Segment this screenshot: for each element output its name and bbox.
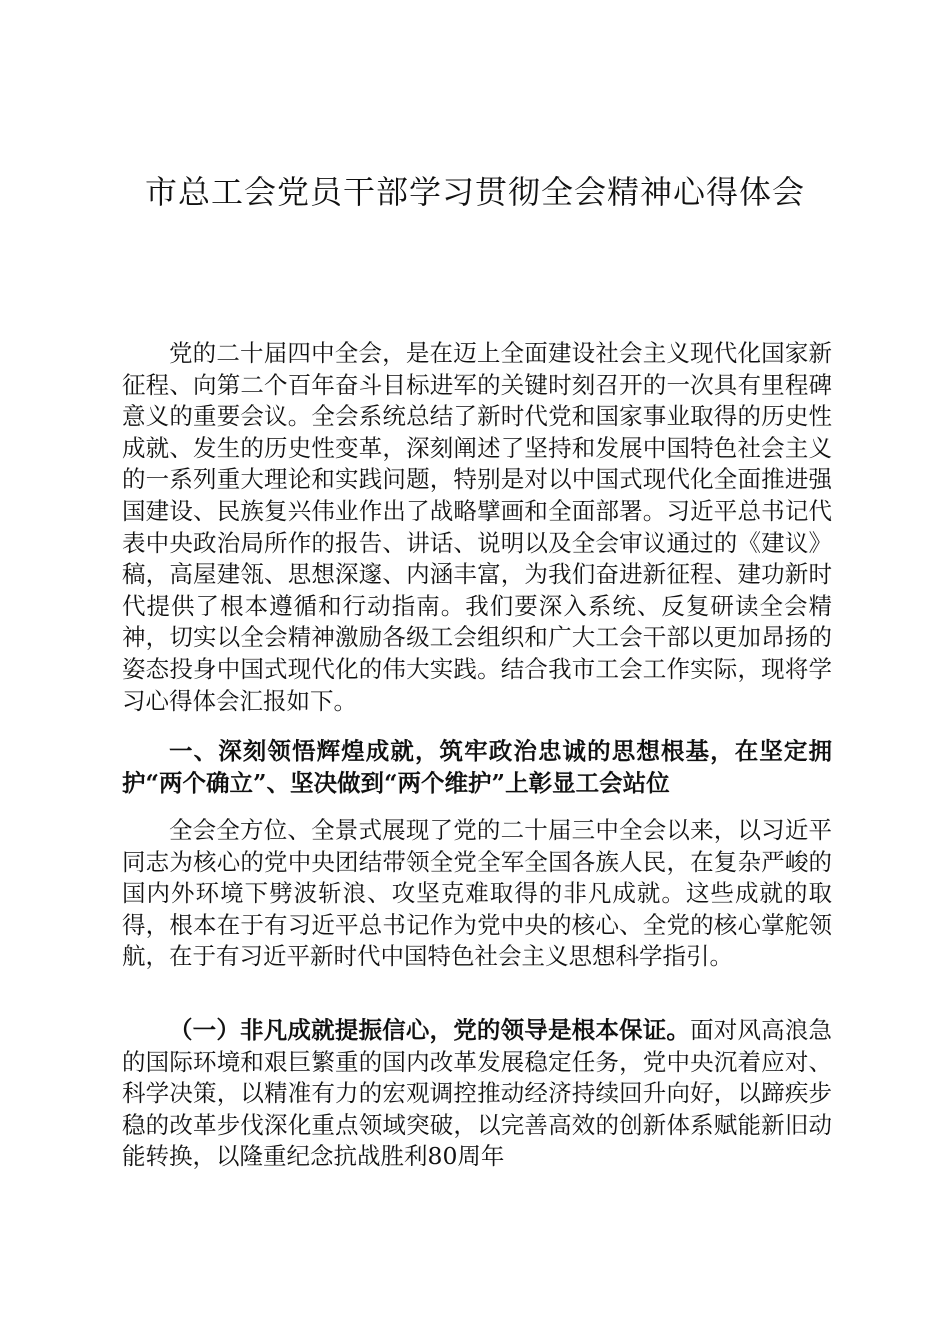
- section-1-paragraph: 全会全方位、全景式展现了党的二十届三中全会以来，以习近平同志为核心的党中央团结带领全党全军全国各族人民，在复杂严峻的国内外环境下劈波斩浪、攻坚克难取得的非凡成就。这些成就的取得，根本在于有习近平总书记作为党中央的核心、全党的核心掌舵领航，在于有习近平新时代中国特色社会主义思想科学指引。: [122, 816, 832, 971]
- section-heading-1: 一、深刻领悟辉煌成就，筑牢政治忠诚的思想根基，在坚定拥护“两个确立”、坚决做到“两个维护”上彰显工会站位: [122, 737, 832, 797]
- subsection-1-heading: （一）非凡成就提振信心，党的领导是根本保证。: [169, 1016, 691, 1044]
- subsection-1-paragraph: [122, 1015, 832, 1173]
- document-title: 市总工会党员干部学习贯彻全会精神心得体会: [144, 173, 805, 211]
- intro-paragraph: 党的二十届四中全会，是在迈上全面建设社会主义现代化国家新征程、向第二个百年奋斗目标进军的关键时刻召开的一次具有里程碑意义的重要会议。全会系统总结了新时代党和国家事业取得的历史性成就、发生的历史性变革，深刻阐述了坚持和发展中国特色社会主义的一系列重大理论和实践问题，特别是对以中国式现代化全面推进强国建设、民族复兴伟业作出了战略擘画和全面部署。习近平总书记代表中央政治局所作的报告、讲话、说明以及全会审议通过的《建议》稿，高屋建瓴、思想深邃、内涵丰富，为我们奋进新征程、建功新时代提供了根本遵循和行动指南。我们要深入系统、反复研读全会精神，切实以全会精神激励各级工会组织和广大工会干部以更加昂扬的姿态投身中国式现代化的伟大实践。结合我市工会工作实际，现将学习心得体会汇报如下。: [122, 339, 832, 715]
- subsection-1-body: 面对风高浪急的国际环境和艰巨繁重的国内改革发展稳定任务，党中央沉着应对、科学决策，以精准有力的宏观调控推动经济持续回升向好，以蹄疾步稳的改革步伐深化重点领域突破，以完善高效的创新体系赋能新旧动能转换，以隆重纪念抗战胜利80周年: [122, 1016, 833, 1171]
